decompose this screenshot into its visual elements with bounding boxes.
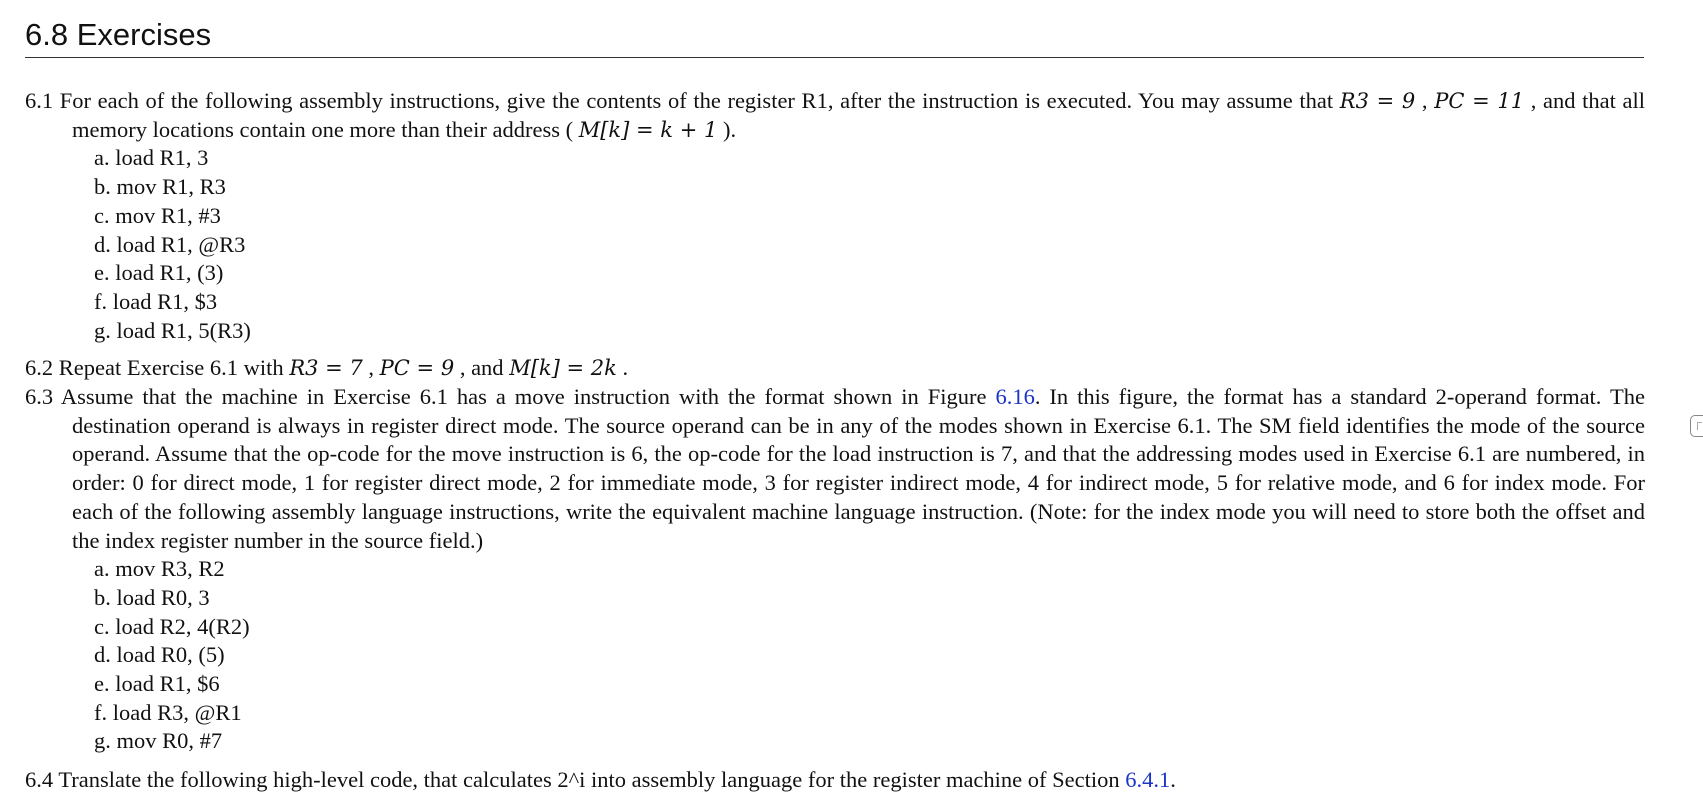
list-item: f. load R1, $3 [94, 288, 218, 314]
math-memory: M[k] = 2k [509, 356, 617, 381]
side-panel-tab[interactable] [1690, 415, 1703, 437]
list-item: e. load R1, (3) [94, 260, 224, 286]
exercise-6-2-text: 6.2 Repeat Exercise 6.1 with R3 = 7 , PC = 9 , and M[k] = 2k . [25, 355, 629, 381]
list-item: a. mov R3, R2 [94, 556, 225, 582]
exercise-6-3-text: 6.3 Assume that the machine in Exercise 6.1 has a move instruction with the format shown in Figure 6.16. In this figure, the format has a standard 2-operand format. The destination operand is always in register direct mode. The source operand can be in any of the modes shown in Exercise 6.1. The SM field identifies the mode of the source operand. Assume that the op-code for the move instruction is 6, the op-code for the load instruction is 7, and that the addressing modes used in Exercise 6.1 are numbered, in order: 0 for direct mode, 1 for register direct mode, 2 for immediate mode, 3 for register indirect mode, 4 for indirect mode, 5 for relative mode, and 6 for index mode. For each of the following assembly language instructions, write the equivalent machine language instruction. (Note: for the index mode you will need to store both the offset and the index register number in the source field.) [25, 384, 1645, 553]
exercise-6-1 [25, 87, 1645, 345]
exercise-6-3-items [25, 555, 1645, 756]
math-memory: M[k] = k + 1 [578, 117, 718, 142]
list-item: c. mov R1, #3 [94, 202, 221, 228]
list-item: f. load R3, @R1 [94, 699, 242, 725]
list-item: g. mov R0, #7 [94, 728, 223, 754]
list-item: b. mov R1, R3 [94, 174, 226, 200]
math-r3: R3 = 9 [1339, 89, 1416, 113]
section-link[interactable]: 6.4.1 [1125, 767, 1171, 793]
exercise-content [25, 87, 1645, 793]
math-r3: R3 = 7 [289, 356, 363, 381]
list-item: d. load R0, (5) [94, 642, 225, 668]
exercise-6-1-text: 6.1 For each of the following assembly instructions, give the contents of the register R1, after the instruction is executed. You may assume that R3 = 9 , PC = 11 , and that all memory locations contain one more than their address ( M[k] = k + 1 ). [25, 88, 1646, 142]
list-item: b. load R0, 3 [94, 584, 210, 610]
title-divider [25, 57, 1644, 58]
math-pc: PC = 11 [1434, 89, 1525, 113]
section-title: 6.8 Exercises [25, 17, 212, 52]
list-item: d. load R1, @R3 [94, 231, 246, 257]
list-item: a. load R1, 3 [94, 145, 209, 171]
exercise-6-3 [25, 383, 1645, 756]
figure-link[interactable]: 6.16 [995, 384, 1035, 410]
exercise-6-4-text: 6.4 Translate the following high-level code, that calculates 2^i into assembly language for the register machine of Section 6.4.1. [25, 767, 1176, 793]
list-item: g. load R1, 5(R3) [94, 317, 251, 343]
exercise-6-1-items [25, 144, 1645, 345]
math-pc: PC = 9 [379, 356, 455, 381]
list-item: e. load R1, $6 [94, 671, 220, 697]
list-item: c. load R2, 4(R2) [94, 613, 250, 639]
